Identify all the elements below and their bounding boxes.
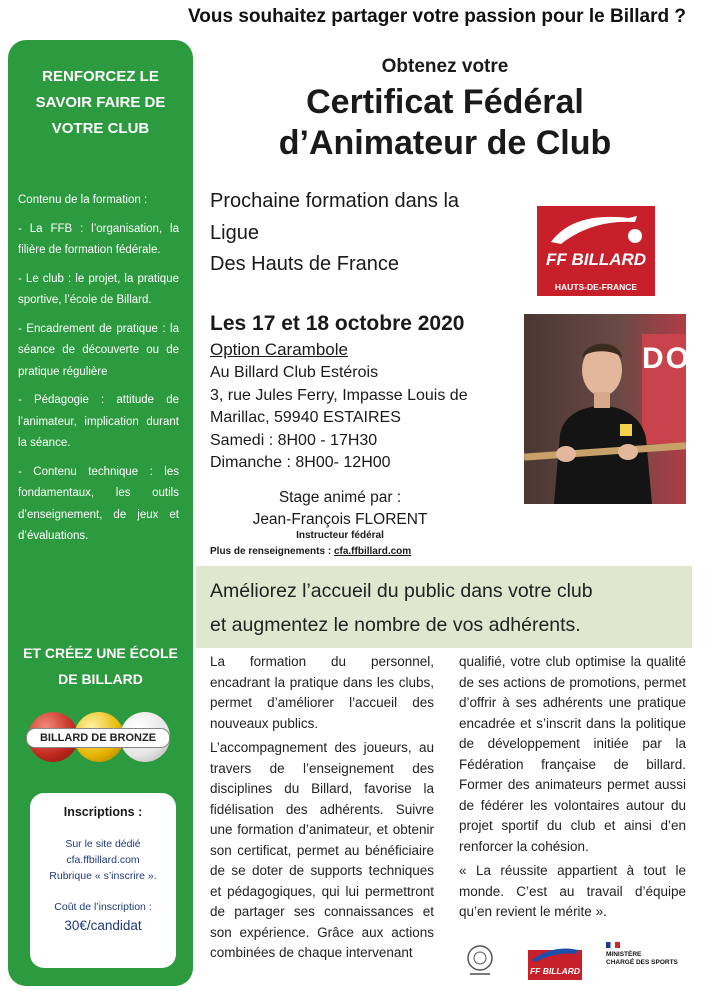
- badge-label: BILLARD DE BRONZE: [26, 728, 170, 748]
- session-address: [210, 362, 522, 475]
- body-paragraph: L’accompagnement des joueurs, au travers de l’enseignement des disciplines du Billard, favorise la fidélisation des adhérents. Suivre une formation d’animateur, et obtenir son certificat, permet au bénéficiaire de se doter de supports techniques et pédagogiques, qui lui permettront de partager ses connaissances et son expérience. Grâce aux actions combinées de chaque intervenant: [210, 740, 434, 960]
- next-session-line: Ligue: [210, 221, 259, 244]
- ffb-small-logo: [526, 942, 584, 982]
- french-flag-icon: [606, 942, 620, 948]
- inscriptions-title: Inscriptions :: [63, 805, 143, 819]
- sidebar-heading: [8, 64, 193, 142]
- inscriptions-line: Rubrique « s’inscrire ».: [49, 870, 157, 882]
- stage-label: Stage animé par :: [278, 489, 402, 506]
- certificate-title: [210, 82, 680, 164]
- ffb-small-logo-graphic: [526, 942, 584, 982]
- formation-item: - Contenu technique : les fondamentaux, les outils d’enseignement, de jeux et d’évaluations.: [18, 465, 179, 542]
- schedule-line: Samedi : 8H00 - 17H30: [210, 431, 378, 449]
- stage-info: [210, 487, 470, 531]
- formation-content: [18, 190, 179, 555]
- address-line: 3, rue Jules Ferry, Impasse Louis de: [210, 386, 468, 404]
- certificate-title-line: d’Animateur de Club: [278, 124, 612, 162]
- body-paragraph: qualifié, votre club optimise la qualité de ses actions de promotions, permet d’offrir à ses adhérents une pratique encadrée et s’inscrit dans la politique de développement initiée par la Fédération française de billard. Former des animateurs permet aussi de fédérer les volontaires autour du projet sportif du club et ainsi d’en renforcer la cohésion.: [459, 654, 686, 854]
- sidebar-heading-line: VOTRE CLUB: [51, 120, 150, 137]
- ffb-hauts-de-france-logo: [537, 206, 655, 296]
- ffb-logo-name: FF BILLARD: [545, 250, 647, 269]
- formation-item: - Pédagogie : attitude de l’animateur, implication durant la séance.: [18, 394, 179, 449]
- inscriptions-box: [30, 793, 176, 968]
- next-session-line: Des Hauts de France: [210, 253, 399, 275]
- instructor-title: Instructeur fédéral: [296, 530, 384, 541]
- more-info: [210, 546, 411, 557]
- option-carambole: Option Carambole: [210, 340, 348, 359]
- more-info-label: Plus de renseignements :: [210, 546, 334, 557]
- quote-paragraph: « La réussite appartient à tout le monde. C’est au travail d’équipe qu’en revient le mérite ».: [459, 863, 686, 919]
- sidebar-heading-line: RENFORCEZ LE: [42, 68, 159, 85]
- next-session-line: Prochaine formation dans la: [210, 190, 460, 212]
- cout-value: 30€/candidat: [64, 918, 142, 933]
- federation-seal-icon: [466, 944, 494, 978]
- address-line: Au Billard Club Estérois: [210, 364, 379, 381]
- body-column-right: [459, 652, 686, 927]
- ministere-line: MINISTÈRE: [606, 951, 642, 958]
- sidebar-heading-line: SAVOIR FAIRE DE: [35, 94, 166, 111]
- highlight-band-text: [210, 574, 690, 642]
- creez-line: DE BILLARD: [58, 671, 143, 687]
- inscriptions-site-link[interactable]: cfa.ffbillard.com: [66, 854, 140, 866]
- body-column-left: [210, 652, 434, 968]
- ffb-small-logo-text: FF BILLARD: [529, 966, 581, 976]
- creez-ecole-heading: [8, 640, 193, 692]
- photo-banner-text: DOU: [642, 342, 715, 375]
- formation-intro: Contenu de la formation :: [18, 194, 148, 206]
- schedule-line: Dimanche : 8H00- 12H00: [210, 454, 391, 471]
- billard-bronze-badge: [28, 712, 168, 762]
- body-paragraph: La formation du personnel, encadrant la pratique dans les clubs, permet d’améliorer l’accueil des nouveaux publics.: [210, 654, 434, 731]
- creez-line: ET CRÉEZ UNE ÉCOLE: [23, 645, 178, 661]
- band-line: et augmentez le nombre de vos adhérents.: [210, 614, 581, 636]
- instructor-photo: [524, 314, 715, 504]
- certificate-title-line: Certificat Fédéral: [306, 83, 584, 121]
- cout-label: Coût de l’inscription :: [54, 901, 152, 913]
- more-info-link[interactable]: cfa.ffbillard.com: [333, 546, 412, 557]
- ministere-line: CHARGÉ DES SPORTS: [606, 959, 678, 966]
- ffb-logo-region: HAUTS-DE-FRANCE: [554, 282, 638, 292]
- band-line: Améliorez l’accueil du public dans votre club: [210, 580, 593, 602]
- session-dates: Les 17 et 18 octobre 2020: [210, 312, 465, 335]
- formation-item: - Encadrement de pratique : la séance de découverte ou de pratique régulière: [18, 322, 179, 378]
- ministere-logo: [606, 942, 686, 967]
- address-line: Marillac, 59940 ESTAIRES: [210, 409, 401, 426]
- stage-instructor-name: Jean-François FLORENT: [252, 511, 428, 528]
- formation-item: - La FFB : l’organisation, la filière de formation fédérale.: [18, 222, 179, 256]
- page-headline: Vous souhaitez partager votre passion pour le Billard ?: [188, 6, 686, 27]
- partner-logos: [460, 938, 686, 988]
- obtenez-label: Obtenez votre: [381, 56, 509, 77]
- inscriptions-line: Sur le site dédié: [65, 838, 141, 850]
- next-session-text: [210, 186, 530, 281]
- formation-item: - Le club : le projet, la pratique sportive, l’école de Billard.: [18, 272, 179, 306]
